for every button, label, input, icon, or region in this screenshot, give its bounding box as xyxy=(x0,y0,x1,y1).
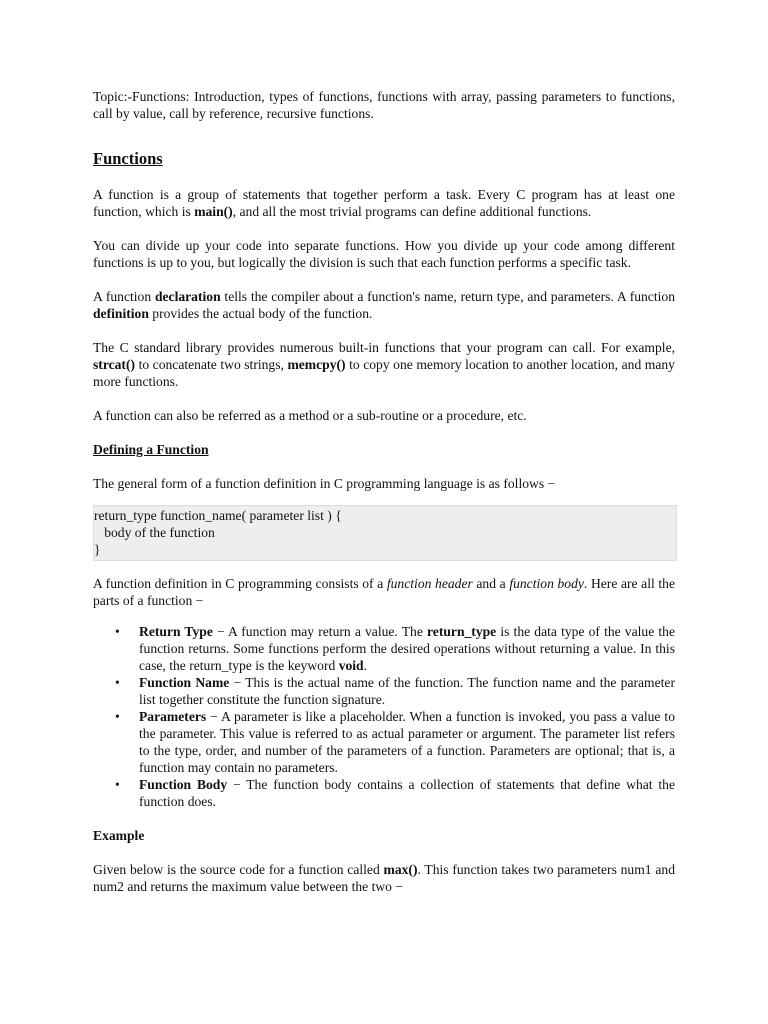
code-line: } xyxy=(94,542,101,557)
subheading-example: Example xyxy=(93,828,145,843)
code-block-general-form xyxy=(93,505,677,561)
topic-line: Topic:-Functions: Introduction, types of functions, functions with array, passing parameters to functions, call by value, call by reference, recursive functions. xyxy=(93,89,675,121)
term-function-header: function header xyxy=(386,576,473,591)
paragraph-standard-library: The C standard library provides numerous built-in functions that your program can call. For example, strcat() to concatenate two strings, memcpy() to copy one memory location to another location, and many more functions. xyxy=(93,340,675,389)
paragraph-definition-parts: A function definition in C programming consists of a function header and a function body. Here are all the parts of a function − xyxy=(93,576,676,608)
bullet-icon: • xyxy=(115,675,120,690)
bullet-icon: • xyxy=(115,709,120,724)
term-definition: definition xyxy=(93,306,149,321)
term-declaration: declaration xyxy=(154,289,221,304)
list-item-parameters: • Parameters − A parameter is like a placeholder. When a function is invoked, you pass a value to the parameter. This value is referred to as actual parameter or argument. The parameter list refers to the type, order, and number of the parameters of a function. Parameters are optional; that is, a function may contain no parameters. xyxy=(115,709,675,775)
code-line: return_type function_name( parameter list ) { xyxy=(94,508,342,523)
paragraph-method-alias: A function can also be referred as a method or a sub-routine or a procedure, etc. xyxy=(93,408,527,423)
bullet-icon: • xyxy=(115,777,120,792)
paragraph-divide-code: You can divide up your code into separate functions. How you divide up your code among different functions is up to you, but logically the division is such that each function performs a specific task. xyxy=(93,238,675,270)
keyword-memcpy: memcpy() xyxy=(287,357,346,372)
term-function-body: function body xyxy=(509,576,584,591)
paragraph-declaration: A function declaration tells the compiler about a function's name, return type, and parameters. A function definition provides the actual body of the function. xyxy=(93,289,675,321)
list-item-return-type: • Return Type − A function may return a value. The return_type is the data type of the value the function returns. Some functions perform the desired operations without returning a value. In this case, the return_type is the keyword void. xyxy=(115,624,675,673)
list-item-function-body: • Function Body − The function body contains a collection of statements that define what the function does. xyxy=(115,777,675,809)
list-item-function-name: • Function Name − This is the actual name of the function. The function name and the parameter list together constitute the function signature. xyxy=(115,675,675,707)
section-heading-functions: Functions xyxy=(93,149,163,168)
keyword-max: max() xyxy=(383,862,418,877)
code-line: body of the function xyxy=(94,525,215,540)
paragraph-intro: A function is a group of statements that together perform a task. Every C program has at least one function, which is main(), and all the most trivial programs can define additional functions. xyxy=(93,187,675,219)
subheading-defining-a-function: Defining a Function xyxy=(93,442,209,457)
keyword-main: main() xyxy=(194,204,233,219)
function-parts-list xyxy=(93,623,675,810)
document-body xyxy=(93,88,675,895)
paragraph-max-example: Given below is the source code for a function called max(). This function takes two parameters num1 and num2 and returns the maximum value between the two − xyxy=(93,862,675,894)
bullet-icon: • xyxy=(115,624,120,639)
paragraph-general-form: The general form of a function definition in C programming language is as follows − xyxy=(93,476,556,491)
keyword-strcat: strcat() xyxy=(93,357,136,372)
